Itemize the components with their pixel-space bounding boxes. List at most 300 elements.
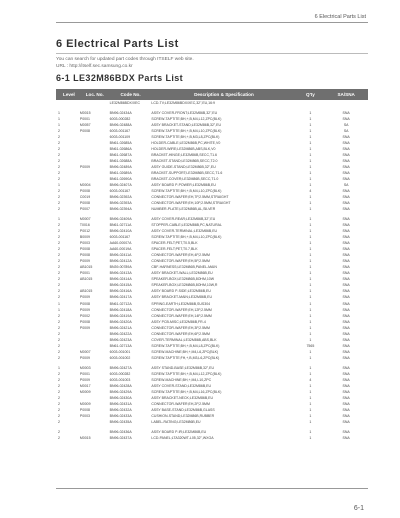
cell-description: SPACER-FELT;PET,T0.5,BLK [151,241,198,246]
cell-description: ASSY PCB-MISC;LE32M86B,FR-4 [151,319,206,324]
cell-level: 2 [58,389,60,394]
cell-loc-no: P0008 [79,253,90,258]
cell-level: 2 [58,207,60,212]
cell-code-no: BN96-02409A [109,217,132,222]
cell-qty: 1 [309,383,312,388]
cell-code-no: BN96-02415A [109,283,132,288]
cell-qty: 7565 [306,343,315,348]
cell-qty: 1 [309,235,312,240]
cell-code-no: BN96-02392A [109,195,132,200]
cell-level: 2 [58,223,60,228]
cell-level [56,100,80,106]
cell-code-no: BN96-02418A [109,307,132,312]
cell-description: SCREW-TAPTITE;BH,+,B,M4,L10,ZPC(BLK) [151,235,222,240]
cell-sa-sna: SA [343,129,349,134]
cell-qty: 1 [309,141,312,146]
cell-level: 2 [58,277,60,282]
cell-description: SCREW-TAPTITE;BH,+,B,M4,L10,ZPC(BLK) [151,129,222,134]
cell-description: ASSY BRACKET-STAND;LE32M86B,32",EU [151,123,221,128]
cell-level: 1 [58,307,60,312]
cell-level: 2 [58,147,60,152]
cell-loc-no: M0004 [79,183,91,188]
cell-qty: 1 [309,337,312,342]
cell-code-no: BN61-02711A [109,223,132,228]
table-body [56,100,368,441]
parts-list-subtitle: 6-1 LE32M86BDX Parts List [56,73,184,83]
cell-qty: 1 [309,195,312,200]
cell-sa-sna: SNA [342,241,350,246]
cell-level: 2 [58,235,60,240]
cell-qty: 1 [309,183,312,188]
cell-level: 2 [58,129,60,134]
cell-loc-no [80,419,110,425]
cell-sa-sna: SNA [342,277,350,282]
cell-sa-sna: SNA [342,343,350,348]
cell-description: ASSY COVER-REAR;LE32M86B,32",EU [151,217,216,222]
cell-sa-sna: SNA [342,429,350,434]
table-row [56,419,368,425]
col-level: Level [63,92,75,97]
cell-qty: 1 [309,301,312,306]
cell-loc-no: P0009 [79,259,90,264]
cell-code-no: BN96-02431A [109,401,132,406]
cell-qty: 1 [309,247,312,252]
cell-loc-no: M0017 [79,383,91,388]
cell-level: 2 [58,413,60,418]
cell-description: SCREW-TAPTITE;BH,+,B,M3,L8,ZPC(BLK) [151,135,220,140]
cell-description: ASSY COVER-STAND;LE32M86B,EU [151,383,211,388]
cell-level: 2 [58,201,60,206]
cell-sa-sna: SNA [342,377,350,382]
cell-loc-no: P0009 [79,165,90,170]
cell-level: 2 [58,435,60,440]
cell-code-no: BN61-02689A [109,171,132,176]
cell-loc-no: AB1015 [79,277,93,282]
cell-qty: 1 [309,217,312,222]
cell-qty: 1 [309,413,312,418]
cell-sa-sna: SNA [342,349,350,354]
cell-loc-no: P0001 [79,271,90,276]
cell-level: 2 [58,429,60,434]
cell-code-no: BN96-02419A [109,313,132,318]
cell-level: 2 [58,189,60,194]
cell-level: 1 [58,365,60,370]
cell-qty: 1 [309,147,312,152]
cell-level: 2 [58,265,60,270]
cell-description: BRACKET-STAND;LE32M86B,SECC,T2.0 [151,159,218,164]
cell-code-no: BN96-02437A [109,435,132,440]
cell-loc-no: C0019 [79,195,91,200]
cell-level: 2 [58,229,60,234]
cell-sa-sna: SNA [342,159,350,164]
cell-code-no: BN61-02713A [109,343,132,348]
cell-code-no: BN96-02411A [109,253,132,258]
table-row [56,100,368,106]
cell-sa-sna: SNA [342,289,350,294]
cell-qty: 1 [309,283,312,288]
cell-sa-sna: SNA [342,383,350,388]
cell-description: SCREW-MACHINE;BH,+,M4,L10,ZPC [151,377,212,382]
cell-loc-no: P0009 [79,377,90,382]
cell-code-no: BN39-00789A [109,265,132,270]
cell-description: LCD-PANEL;LTA320WT-L05,32",WXGA [151,435,214,440]
cell-sa-sna: SNA [342,365,350,370]
cell-level: 2 [58,349,60,354]
cell-description: CBF-HARNESS;LE32M86B,PANEL-MAIN [151,265,217,270]
cell-qty: 1 [309,277,312,282]
cell-sa-sna: SNA [342,413,350,418]
cell-qty: 1 [309,307,312,312]
cell-description: ASSY COVER-TERMINAL;LE32M86B,EU [151,229,218,234]
cell-description: BRACKET-COVER;LE32M86B,SECC,T1.0 [151,177,219,182]
cell-code-no: BN96-02394A [109,207,132,212]
cell-code-no: BN61-02690A [109,177,132,182]
cell-description: COVER-TERMINAL;LE32M86B,ABS,BLK [151,337,217,342]
cell-code-no: BN96-02427A [109,365,132,370]
cell-loc-no: P0009 [79,307,90,312]
cell-loc-no: M0009 [79,401,91,406]
cell-code-no: BN96-02412A [109,259,132,264]
cell-level: 2 [58,135,60,140]
cell-level: 2 [58,259,60,264]
cell-description: SPACER-FELT;PET,T0.7,BLK [151,247,198,252]
cell-loc-no: M0009 [79,389,91,394]
cell-code-no: 6003-001167 [109,129,131,134]
cell-description: SCREW-MACHINE;BH,+,M4,L6,ZPC(BLK) [151,349,219,354]
cell-qty: 1 [309,331,312,336]
cell-loc-no: T0016 [79,223,90,228]
cell-description: CONNECTOR-WAFER;EH,6P,2.5MM [151,331,210,336]
cell-description: CONNECTOR-WAFER;EH,3P,2.5MM [151,325,210,330]
cell-level: 1 [58,123,60,128]
cell-code-no: BN96-02489A [109,165,132,170]
cell-sa-sna: SNA [342,135,350,140]
cell-qty: 4 [309,377,312,382]
cell-loc-no [80,100,110,106]
cell-qty: 1 [309,435,312,440]
cell-sa-sna: SNA [342,259,350,264]
cell-qty: 1 [309,389,312,394]
cell-sa-sna: SNA [342,189,350,194]
cell-description: CONNECTOR-WAFER;EH,2P,2.5MM [151,401,210,406]
cell-level: 1 [58,301,60,306]
intro-line-2: URL : http://itself.sec.samsung.co.kr [56,64,133,69]
cell-level: 2 [58,141,60,146]
header-divider [56,22,368,23]
cell-level: 2 [58,153,60,158]
cell-qty: 1 [309,253,312,258]
cell-loc-no: P0009 [79,295,90,300]
cell-description: ASSY BASE-STAND;LE32M86B,GLASS [151,407,215,412]
cell-level: 2 [58,177,60,182]
cell-qty: 1 [309,319,312,324]
cell-code-no: BN61-02686A [109,147,132,152]
cell-level: 2 [58,355,60,360]
cell-code-no: BN96-02407A [109,183,132,188]
cell-level: 2 [58,295,60,300]
cell-loc-no: P0003 [79,413,90,418]
cell-qty [296,100,324,106]
cell-loc-no: P0002 [79,313,90,318]
cell-level: 2 [58,165,60,170]
cell-qty: 1 [309,289,312,294]
cell-sa-sna: SNA [342,247,350,252]
cell-code-no: 6003-000282 [109,371,131,376]
cell-description: CUSHION-STAND;LE32M86B,RUBBER [151,413,215,418]
cell-sa-sna: SA [343,123,349,128]
cell-description: ASSY BRACKET-MAIN;LE32M86B,EU [151,295,213,300]
cell-description: ASSY BRACKET-WALL;LE32M86B,EU [151,271,213,276]
cell-sa-sna: SNA [342,355,350,360]
cell-qty: 1 [309,429,312,434]
cell-description: BRACKET-SUPPORT;LE32M86B,SECC,T1.6 [151,171,223,176]
cell-sa-sna: SNA [342,117,350,122]
cell-description: HOLDER-WIRE;LE32M86B,ABS,BLK,V0 [151,147,216,152]
cell-code-no: 6003-001003 [109,377,131,382]
cell-code-no: BN61-02712A [109,301,132,306]
cell-sa-sna: SNA [342,201,350,206]
col-description: Description & Specification [194,92,254,97]
cell-description: BRACKET-HINGE;LE32M86B,SECC,T1.6 [151,153,217,158]
cell-qty: 1 [309,117,312,122]
cell-description: ASSY BRACKET-NECK;LE32M86B,EU [151,395,214,400]
cell-sa-sna: SNA [342,223,350,228]
cell-qty: 1 [309,313,312,318]
cell-description: STOPPER-CABLE;LE32M86B,PC,NATURAL [151,223,222,228]
cell-qty: 1 [309,365,312,370]
cell-loc-no: P0009 [79,325,90,330]
cell-sa-sna: SNA [342,177,350,182]
cell-description: ASSY BOARD P-SIDE;LE32M86B,EU [151,289,211,294]
page-number: 6-1 [353,505,364,512]
cell-qty: 1 [309,295,312,300]
cell-sa-sna: SNA [342,165,350,170]
cell-sa-sna: SNA [342,401,350,406]
cell-qty: 1 [309,159,312,164]
cell-code-no: BN96-02434A [109,111,132,116]
cell-loc-no: P0001 [79,371,90,376]
cell-code-no: BN96-02488A [109,123,132,128]
cell-level: 2 [58,337,60,342]
cell-code-no: BN61-02688A [109,159,132,164]
cell-sa-sna: SNA [342,283,350,288]
cell-level: 1 [58,183,60,188]
cell-loc-no: P0008 [79,319,90,324]
cell-code-no: BN61-02685A [109,141,132,146]
cell-loc-no: M0057 [79,123,91,128]
cell-qty: 1 [309,325,312,330]
running-header: 6 Electrical Parts List [314,14,366,20]
cell-qty: 1 [309,241,312,246]
cell-code-no: AA60-00019A [109,247,132,252]
cell-level: 1 [58,217,60,222]
cell-description: ASSY COVER-FRONT;LE32M86B,32",EU [151,111,218,116]
cell-description: SCREW-TAPTITE;BH,+,B,M4,L16,ZPC(BLK) [151,389,222,394]
cell-code-no: 6003-000282 [109,117,131,122]
cell-qty: 1 [309,419,312,424]
cell-description: HOLDER-CABLE;LE32M86B,PC,WHITE,V0 [151,141,221,146]
cell-qty: 1 [309,407,312,412]
cell-level: 2 [58,325,60,330]
cell-code-no: AA60-00007A [109,241,132,246]
cell-level: 2 [58,247,60,252]
cell-code-no: BN61-02687A [109,153,132,158]
cell-sa-sna: SNA [342,307,350,312]
cell-sa-sna: SNA [342,407,350,412]
cell-code-no: 6003-001001 [109,349,131,354]
cell-code-no: BN96-02410A [109,229,132,234]
cell-loc-no: P0001 [79,117,90,122]
cell-sa-sna: SNA [342,235,350,240]
cell-level: 2 [58,343,60,348]
cell-sa-sna: SNA [342,313,350,318]
cell-description: ASSY GUIDE-STAND;LE32M86B,32",EU [151,165,216,170]
cell-sa-sna: SNA [342,207,350,212]
cell-qty: 1 [309,349,312,354]
cell-loc-no: M0007 [79,217,91,222]
cell-qty: 1 [309,207,312,212]
cell-level: 2 [58,331,60,336]
cell-qty: 1 [309,123,312,128]
cell-qty: 1 [309,265,312,270]
cell-code-no: BN96-02413A [109,271,132,276]
cell-description: LCD-TV;LE32M86BDX/XEC,32",EU,16:9 [151,101,215,105]
cell-qty: 1 [309,229,312,234]
cell-description: SCREW-TAPTITE;BH,+,B,M4,L8,ZPC(BLK) [151,343,220,348]
cell-description: CONNECTOR-WAFER;EH,10P,2.5MM,STRAIGHT [151,201,231,206]
col-loc-no: Loc. No. [85,92,104,97]
cell-qty: 1 [309,135,312,140]
cell-loc-no: P0008 [79,301,90,306]
cell-description: LABEL-RATING;LE32M86B,EU [151,419,201,424]
cell-description: CONNECTOR-WAFER;EH,12P,2.5MM [151,307,212,312]
cell-description: SCREW-TAPTITE;BH,+,B,M4,L12,ZPC(BLK) [151,117,222,122]
cell-loc-no: P0008 [79,189,90,194]
cell-sa-sna: SNA [342,371,350,376]
table-row [56,355,368,361]
cell-sa-sna: SNA [342,295,350,300]
cell-loc-no: B0009 [79,235,90,240]
cell-qty: 1 [309,355,312,360]
cell-qty: 1 [309,201,312,206]
cell-description: ASSY BOARD P-POWER;LE32M86B,EU [151,183,216,188]
cell-description: SPEAKER-BOX;LE32M86B,8OHM,10W [151,277,215,282]
cell-sa-sna: SNA [342,141,350,146]
cell-code-no: 6003-001167 [109,235,131,240]
cell-qty: 1 [309,171,312,176]
cell-level: 2 [58,401,60,406]
cell-qty: 1 [309,371,312,376]
cell-level: 2 [58,159,60,164]
cell-sa-sna: SNA [342,171,350,176]
cell-code-no: 6003-001109 [109,135,131,140]
cell-sa-sna: SNA [342,389,350,394]
footer-divider [56,488,368,489]
cell-level: 1 [58,117,60,122]
cell-description: NUMBER-PLATE;LE32M86B,AL,SILVER [151,207,216,212]
cell-sa-sna: SNA [342,271,350,276]
cell-level: 2 [58,313,60,318]
cell-code-no: BN96-02423A [109,337,132,342]
cell-description: SPRING-EARTH;LE32M86B,SUS304 [151,301,211,306]
cell-qty: 4 [309,189,312,194]
cell-description: ASSY BOARD P-IR;LE32M86B,EU [151,429,207,434]
cell-description: ASSY STAND-BASE;LE32M86B,32",EU [151,365,214,370]
cell-description: SCREW-TAPTITE;BH,+,B,M4,L12,ZPC(BLK) [151,371,222,376]
cell-code-no: LE32M86BDX/XEC [109,101,141,105]
cell-sa-sna [324,100,368,106]
cell-level: 2 [58,171,60,176]
cell-description: SCREW-TAPTITE;FH,+,B,M3,L6,ZPC(BLK) [151,355,220,360]
cell-code-no: BN96-02393A [109,201,132,206]
cell-level: 2 [58,241,60,246]
cell-sa-sna: SNA [342,301,350,306]
cell-code-no: BN96-02428A [109,383,132,388]
cell-code-no: BN96-02436A [109,429,132,434]
section-title: 6 Electrical Parts List [56,38,179,50]
cell-loc-no: P0008 [79,247,90,252]
cell-code-no: 6003-001167 [109,189,131,194]
cell-sa-sna: SNA [342,395,350,400]
cell-code-no: BN96-02432A [109,407,132,412]
cell-sa-sna: SNA [342,337,350,342]
cell-level: 2 [58,383,60,388]
cell-level: 2 [58,377,60,382]
title-divider [56,53,368,54]
intro-line-1: You can search for updated part codes through ITSELF web site. [56,57,194,62]
cell-level: 2 [58,271,60,276]
cell-description: CONNECTOR-WAFER;EH,4P,2.5MM [151,253,210,258]
cell-qty: 1 [309,111,312,116]
cell-qty: 1 [309,395,312,400]
cell-description: SPEAKER-BOX;LE32M86B,8OHM,10W,R [151,283,218,288]
cell-sa-sna: SNA [342,331,350,336]
col-qty: Q'ty [306,92,315,97]
cell-sa-sna: SNA [342,153,350,158]
cell-level: 2 [58,195,60,200]
cell-sa-sna: SNA [342,195,350,200]
cell-qty: 1 [309,177,312,182]
cell-sa-sna: SNA [342,229,350,234]
cell-code-no: BN96-02421A [109,325,132,330]
cell-level: 2 [58,395,60,400]
cell-level: 2 [58,407,60,412]
cell-code-no: BN96-02422A [109,331,132,336]
cell-loc-no: M0015 [79,435,91,440]
cell-loc-no: P0008 [79,129,90,134]
cell-sa-sna: SNA [342,253,350,258]
table-header [56,89,368,100]
table-row [56,206,368,212]
cell-loc-no: P0008 [79,201,90,206]
cell-qty: 1 [309,129,312,134]
cell-loc-no: AB1015 [79,265,93,270]
cell-loc-no: P0008 [79,407,90,412]
cell-level: 2 [58,419,60,424]
cell-sa-sna: SNA [342,111,350,116]
cell-level: 1 [58,111,60,116]
cell-code-no: BN96-02430A [109,395,132,400]
cell-code-no: BN96-02417A [109,295,132,300]
parts-table [56,89,368,441]
cell-code-no: BN96-02429A [109,389,132,394]
cell-level: 2 [58,289,60,294]
cell-sa-sna: SNA [342,265,350,270]
cell-code-no: BN96-02435A [109,419,132,424]
cell-level: 2 [58,283,60,288]
cell-loc-no: AB1015 [79,289,93,294]
cell-description: SCREW-TAPTITE;BH,+,B,M4,L10,ZPC(BLK) [151,189,222,194]
